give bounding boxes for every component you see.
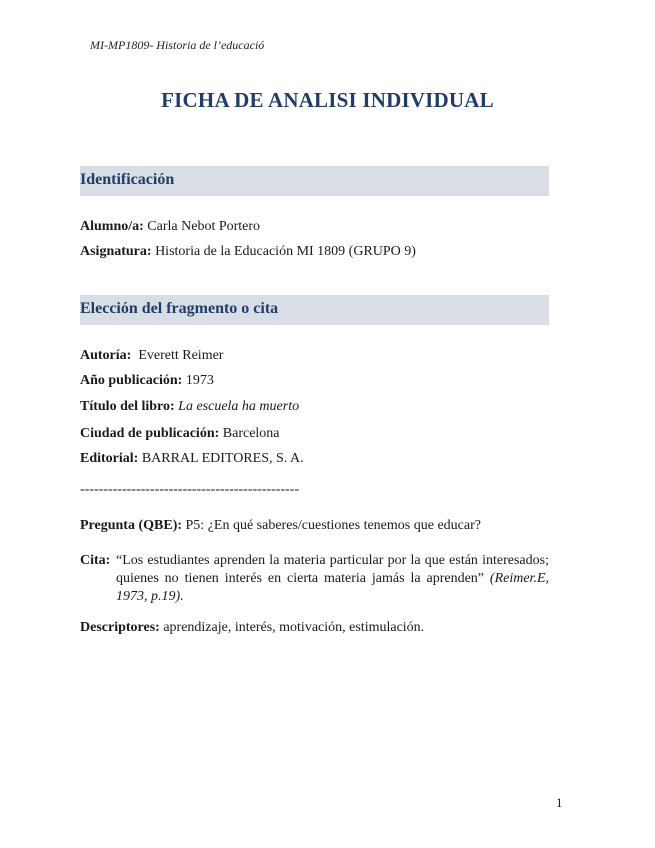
field-value: Historia de la Educación MI 1809 (GRUPO 9) — [151, 244, 416, 259]
section-identificacion — [80, 166, 549, 196]
field-value: 1973 — [182, 373, 214, 388]
section-heading: Identificación — [80, 171, 175, 188]
section-heading: Elección del fragmento o cita — [80, 300, 279, 317]
field-editorial — [80, 451, 304, 467]
field-label: Título del libro: — [80, 399, 175, 414]
field-label: Autoría: — [80, 348, 132, 363]
field-value: P5: ¿En qué saberes/cuestiones tenemos que educar? — [182, 518, 481, 533]
field-asignatura — [80, 244, 416, 260]
field-value: BARRAL EDITORES, S. A. — [138, 451, 304, 466]
cita-quote — [116, 552, 549, 606]
page-number: 1 — [556, 795, 563, 810]
field-titulo — [80, 399, 299, 415]
field-descriptores — [80, 620, 424, 636]
field-value: aprendizaje, interés, motivación, estimulación. — [159, 620, 425, 635]
field-label: Descriptores: — [80, 620, 160, 635]
section-eleccion — [80, 295, 549, 325]
separator-line: ----------------------------------------------- — [80, 482, 300, 497]
running-header: MI-MP1809- Historia de l’educació — [90, 38, 265, 52]
field-label: Alumno/a: — [80, 219, 144, 234]
field-label: Año publicación: — [80, 373, 183, 388]
field-value: Barcelona — [219, 426, 280, 441]
field-label: Pregunta (QBE): — [80, 518, 183, 533]
field-label: Ciudad de publicación: — [80, 426, 220, 441]
field-anio — [80, 373, 214, 389]
field-alumno — [80, 219, 260, 235]
field-label: Asignatura: — [80, 244, 152, 259]
field-pregunta — [80, 518, 481, 534]
field-value: Everett Reimer — [131, 348, 224, 363]
cita-reference: (Reimer.E, 1973, p.19). — [116, 571, 549, 604]
field-label: Editorial: — [80, 451, 139, 466]
field-ciudad — [80, 426, 280, 442]
field-value: La escuela ha muerto — [174, 399, 300, 414]
field-value: Carla Nebot Portero — [143, 219, 261, 234]
cita-text: “Los estudiantes aprenden la materia particular por la que están interesados; quienes no tienen interés en cierta materia jamás la aprenden” — [116, 553, 549, 586]
field-autoria — [80, 348, 223, 364]
field-label: Cita: — [80, 553, 111, 568]
page-title: FICHA DE ANALISI INDIVIDUAL — [161, 88, 494, 112]
